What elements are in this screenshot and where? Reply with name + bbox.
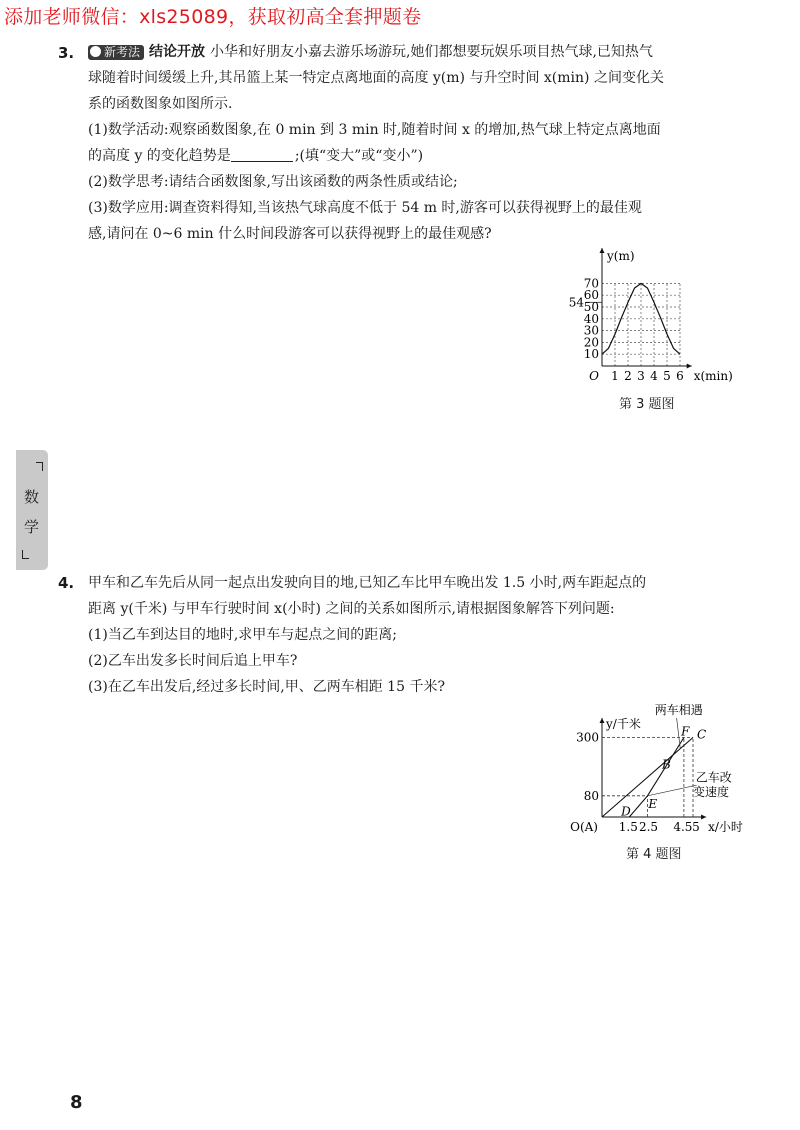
q3-part1-hint: ;(填“变大”或“变小”): [294, 148, 424, 164]
x-tick-label: 2.5: [638, 820, 659, 834]
point-label-e: E: [648, 796, 658, 811]
speed-annotation-leader: [648, 785, 697, 796]
height-curve: [602, 283, 680, 354]
q4-figure-caption: 第 4 题图: [626, 847, 682, 862]
side-tab-char2: 学: [24, 518, 40, 536]
q4-part2: (2)乙车出发多长时间后追上甲车?: [88, 653, 298, 669]
q4-stem-line1: 甲车和乙车先后从同一起点出发驶向目的地,已知乙车比甲车晚出发 1.5 小时,两车距起点的: [88, 575, 647, 591]
x-tick-label: 4.5: [673, 820, 693, 834]
q3-figure-caption: 第 3 题图: [619, 397, 675, 412]
q3-part3-line2: 感,请问在 0~6 min 什么时间段游客可以获得视野上的最佳观感?: [88, 226, 492, 242]
answer-blank[interactable]: [231, 147, 293, 162]
corner-bracket-bottom: [22, 550, 29, 559]
q3-number: 3.: [58, 44, 75, 62]
x-tick-label: 5: [663, 369, 671, 383]
annotation-meet: 两车相遇: [654, 703, 703, 717]
y-axis-arrow: [600, 248, 605, 253]
y-tick-label: 20: [583, 335, 599, 350]
q3-part1-line2: [88, 143, 423, 169]
x-tick-label: 2: [624, 369, 632, 383]
q4-number: 4.: [58, 574, 75, 592]
subject-side-tab: [16, 450, 48, 570]
y-tick-label: 10: [583, 347, 599, 362]
point-label-d: D: [621, 804, 631, 819]
x-axis-label: x(min): [693, 369, 733, 383]
x-axis-arrow: [687, 364, 692, 369]
q4-part3: (3)在乙车出发后,经过多长时间,甲、乙两车相距 15 千米?: [88, 679, 445, 695]
point-label-b: B: [662, 757, 671, 772]
x-tick-label: 1: [611, 369, 619, 383]
q4-chart: [565, 700, 765, 840]
annotation-change-2: 变速度: [693, 784, 730, 799]
x-tick-label: 6: [676, 369, 684, 383]
y-tick-label: 40: [583, 311, 599, 326]
q3-chart: [560, 240, 740, 400]
x-tick-label: 5: [692, 820, 700, 834]
y-tick-label: 60: [583, 288, 599, 303]
origin-label: O: [589, 369, 599, 383]
x-tick-label: 3: [637, 369, 645, 383]
x-axis-label: x/小时: [708, 820, 743, 834]
origin-label: O(A): [570, 820, 598, 834]
y-tick-label: 80: [583, 788, 599, 803]
q3-label: 结论开放: [149, 44, 206, 60]
q3-stem-text: 小华和好朋友小嘉去游乐场游玩,她们都想要玩娱乐项目热气球,已知热气: [210, 44, 653, 60]
y-tick-label: 300: [576, 730, 599, 745]
y-axis-label: y/千米: [606, 717, 641, 731]
x-tick-label: 1.5: [618, 820, 638, 834]
y-tick-label: 70: [583, 276, 599, 291]
x-tick-label: 4: [650, 369, 658, 383]
q3-part3-line1: (3)数学应用:调查资料得知,当该热气球高度不低于 54 m 时,游客可以获得视野上的最佳观: [88, 200, 642, 216]
annotation-change-1: 乙车改: [695, 770, 732, 785]
meet-annotation-leader: [677, 718, 681, 749]
point-label-c: C: [697, 727, 707, 742]
corner-bracket-top: [36, 462, 43, 471]
q4-part1: (1)当乙车到达目的地时,求甲车与起点之间的距离;: [88, 627, 397, 643]
q3-part2: (2)数学思考:请结合函数图象,写出该函数的两条性质或结论;: [88, 174, 458, 190]
point-label-f: F: [681, 724, 690, 739]
new-method-tag: 新考法: [88, 45, 144, 60]
y-tick-label-54: 54: [568, 295, 584, 310]
lightbulb-icon: [90, 46, 101, 57]
side-tab-char1: 数: [24, 488, 40, 506]
y-tick-label: 50: [583, 300, 599, 314]
q4-stem-line2: 距离 y(千米) 与甲车行驶时间 x(小时) 之间的关系如图所示,请根据图象解答下列问题:: [88, 601, 615, 617]
watermark-banner: 添加老师微信：xls25089，获取初高全套押题卷: [4, 6, 422, 28]
y-axis-arrow: [600, 718, 605, 723]
x-axis-arrow: [701, 815, 706, 820]
y-tick-label: 30: [583, 323, 599, 338]
y-axis-label: y(m): [607, 249, 635, 263]
q3-part1-line1: (1)数学活动:观察函数图象,在 0 min 到 3 min 时,随着时间 x 的增加,热气球上特定点离地面: [88, 122, 661, 138]
q3-stem-line3: 系的函数图象如图所示.: [88, 96, 233, 112]
q3-stem-line2: 球随着时间缓缓上升,其吊篮上某一特定点离地面的高度 y(m) 与升空时间 x(min) 之间变化关: [88, 70, 664, 86]
q3-stem-line1: [88, 39, 653, 65]
q3-part1-text: 的高度 y 的变化趋势是: [88, 148, 231, 164]
page-number: 8: [70, 1092, 83, 1113]
